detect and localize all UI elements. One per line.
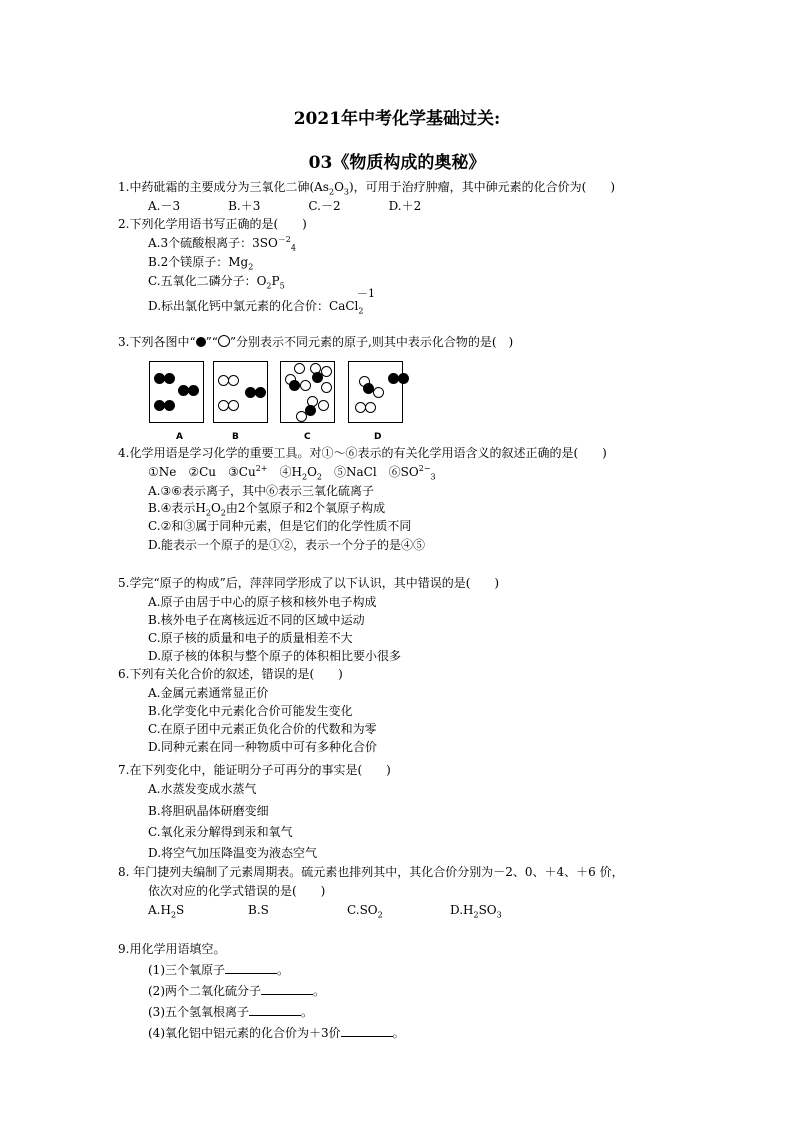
white-atom-icon [318,400,329,411]
q5-option-c: C.原子核的质量和电子的质量相差不大 [148,631,353,645]
q2-d-sub: 2 [358,306,364,316]
q3-diagram-a [149,361,204,423]
q4-list-sub3: 3 [430,472,436,482]
q5-stem: 5.学完“原子的构成”后，萍萍同学形成了以下认识，其中错误的是( ) [118,576,500,590]
q8-d-sub1: 2 [473,910,479,920]
q4-list-mid2: O [307,465,317,479]
q2-c-text: C.五氧化二磷分子：O [148,274,267,288]
q7-option-c: C.氧化汞分解得到汞和氧气 [148,825,293,839]
q3-label-d: D [374,432,382,442]
q6-option-b: B.化学变化中元素化合价可能发生变化 [148,704,353,718]
q9-p3-end: 。 [301,1005,314,1019]
q2-option-a [148,235,296,251]
q3-stem-pre: 3.下列各图中“ [118,335,196,349]
white-atom-icon [300,380,311,391]
q8-d-pre: D.H [450,903,474,917]
q1-stem-pre: 1.中药砒霜的主要成分为三氧化二砷(As [118,180,329,194]
q8-c-pre: C.SO [347,903,378,917]
q2-b-sub: 2 [248,262,254,272]
q2-a-text: A.3个硫酸根离子：3SO [148,236,278,250]
q5-option-b: B.核外电子在离核远近不同的区域中运动 [148,613,365,627]
black-atom-icon [164,373,175,384]
q9-p2-text: (2)两个二氧化硫分子 [148,984,261,998]
q2-c-sub1: 2 [266,281,272,291]
white-atom-icon [365,402,376,413]
q4-b-mid: O [210,501,221,515]
q3-stem-mid2: ”分别表示不同元素的原子,则其中表示化合物的是( ) [229,335,514,349]
q6-option-a: A.金属元素通常显正价 [148,686,269,700]
q1-stem-mid: O [334,180,344,194]
q9-p4-text: (4)氧化铝中铝元素的化合价为＋3价 [148,1026,341,1040]
q8-option-c [347,902,383,918]
q1-stem [118,179,615,195]
q9-p2-end: 。 [313,984,326,998]
white-atom-icon [218,335,230,347]
black-atom-icon [398,373,409,384]
q9-part-1 [148,961,289,978]
q9-part-3 [148,1003,313,1020]
q4-list-sup2: 2− [418,464,431,473]
q2-option-c [148,273,285,289]
q8-option-d [450,902,502,918]
q4-symbol-list [148,464,436,480]
q1-options: A.－3 B.＋3 C.－2 D.＋2 [148,199,422,213]
q8-option-a [148,902,184,918]
q1-stem-post: )，可用于治疗肿瘤，其中砷元素的化合价为( ) [349,180,616,194]
q2-option-d [148,298,363,314]
q4-b-post: 由2个氢原子和2个氧原子构成 [225,501,386,515]
white-atom-icon [294,363,305,374]
q8-stem-line2: 依次对应的化学式错误的是( ) [148,884,326,898]
q9-p3-text: (3)五个氢氧根离子 [148,1005,249,1019]
q9-p1-text: (1)三个氧原子 [148,963,225,977]
q2-b-text: B.2个镁原子：Mg [148,255,249,269]
q2-d-text: D.标出氯化钙中氯元素的化合价：CaCl [148,299,359,313]
q3-diagram-c [280,361,335,423]
q5-option-a: A.原子由居于中心的原子核和核外电子构成 [148,595,377,609]
white-atom-icon [228,375,239,386]
q7-stem: 7.在下列变化中，能证明分子可再分的事实是( ) [118,763,391,777]
q2-option-b [148,254,253,270]
q4-option-d: D.能表示一个原子的是①②，表示一个分子的是④⑤ [148,538,426,552]
q5-option-d: D.原子核的体积与整个原子的体积相比要小很多 [148,649,402,663]
answer-blank[interactable] [261,982,313,995]
q9-p4-end: 。 [392,1026,405,1040]
q7-option-a: A.水蒸发变成水蒸气 [148,782,257,796]
doc-title-line2: 03《物质构成的奥秘》 [308,153,486,173]
q3-label-a: A [176,432,183,442]
q2-c-sub2: 5 [279,281,285,291]
q2-d-valence-mark: －1 [357,287,375,300]
q2-a-sup: －2 [277,235,291,244]
black-atom-icon [255,387,266,398]
q8-d-sub2: 3 [496,910,502,920]
q4-b-pre: B.④表示H [148,501,206,515]
q2-a-sub: 4 [290,243,296,253]
q8-c-sub: 2 [377,910,383,920]
q9-part-2 [148,982,325,999]
q9-stem: 9.用化学用语填空。 [118,942,226,956]
black-atom-icon [289,380,300,391]
q4-list-sub1: 2 [301,472,308,482]
q6-stem: 6.下列有关化合价的叙述，错误的是( ) [118,667,343,681]
answer-blank[interactable] [341,1024,393,1037]
q4-list-pre: ①Ne ②Cu ③Cu [148,465,256,479]
q9-part-4 [148,1024,405,1041]
q1-sub1: 2 [328,187,335,197]
white-atom-icon [321,382,332,393]
q8-a-pre: A.H [148,903,171,917]
q8-a-post: S [176,903,185,917]
white-atom-icon [296,411,307,422]
q8-a-sub: 2 [170,910,177,920]
q4-option-a: A.③⑥表示离子，其中⑥表示三氧化硫离子 [148,484,374,498]
q6-option-d: D.同种元素在同一种物质中可有多种化合价 [148,740,378,754]
q4-b-sub2: 2 [220,508,226,518]
q6-option-c: C.在原子团中元素正负化合价的代数和为零 [148,722,377,736]
black-atom-icon [188,385,199,396]
q8-d-mid: SO [478,903,497,917]
q4-b-sub1: 2 [205,508,211,518]
doc-title-line1: 2021年中考化学基础过关: [293,109,501,129]
q7-option-b: B.将胆矾晶体研磨变细 [148,804,269,818]
q4-list-mid3: ⑤NaCl ⑥SO [322,465,419,479]
q8-stem-line1: 8. 年门捷列夫编制了元素周期表。硫元素也排列其中，其化合价分别为－2、0、＋4、＋6 价， [118,865,624,879]
answer-blank[interactable] [249,1003,301,1016]
q3-label-b: B [232,432,239,442]
q4-option-b [148,500,385,516]
q3-stem-mid1: ”“ [205,335,218,349]
q3-label-c: C [304,432,311,442]
white-atom-icon [373,387,384,398]
q8-option-b: B.S [248,903,269,917]
q1-sub2: 3 [343,187,349,197]
q4-list-mid1: ④H [267,465,302,479]
answer-blank[interactable] [225,961,277,974]
q4-option-c: C.②和③属于同种元素，但是它们的化学性质不同 [148,519,412,533]
black-atom-icon [196,337,206,347]
q2-c-mid: P [271,274,280,288]
q3-diagram-b [213,361,268,423]
black-atom-icon [312,372,323,383]
q4-list-sup1: 2+ [255,464,268,473]
white-atom-icon [228,400,239,411]
q2-stem: 2.下列化学用语书写正确的是( ) [118,217,307,231]
q9-p1-end: 。 [277,963,290,977]
q7-option-d: D.将空气加压降温变为液态空气 [148,846,318,860]
q3-diagram-d [348,361,403,423]
q4-list-sub2: 2 [316,472,322,482]
black-atom-icon [164,400,175,411]
q3-stem [118,334,513,350]
q4-stem: 4.化学用语是学习化学的重要工具。对①～⑥表示的有关化学用语含义的叙述正确的是( ) [118,446,607,460]
